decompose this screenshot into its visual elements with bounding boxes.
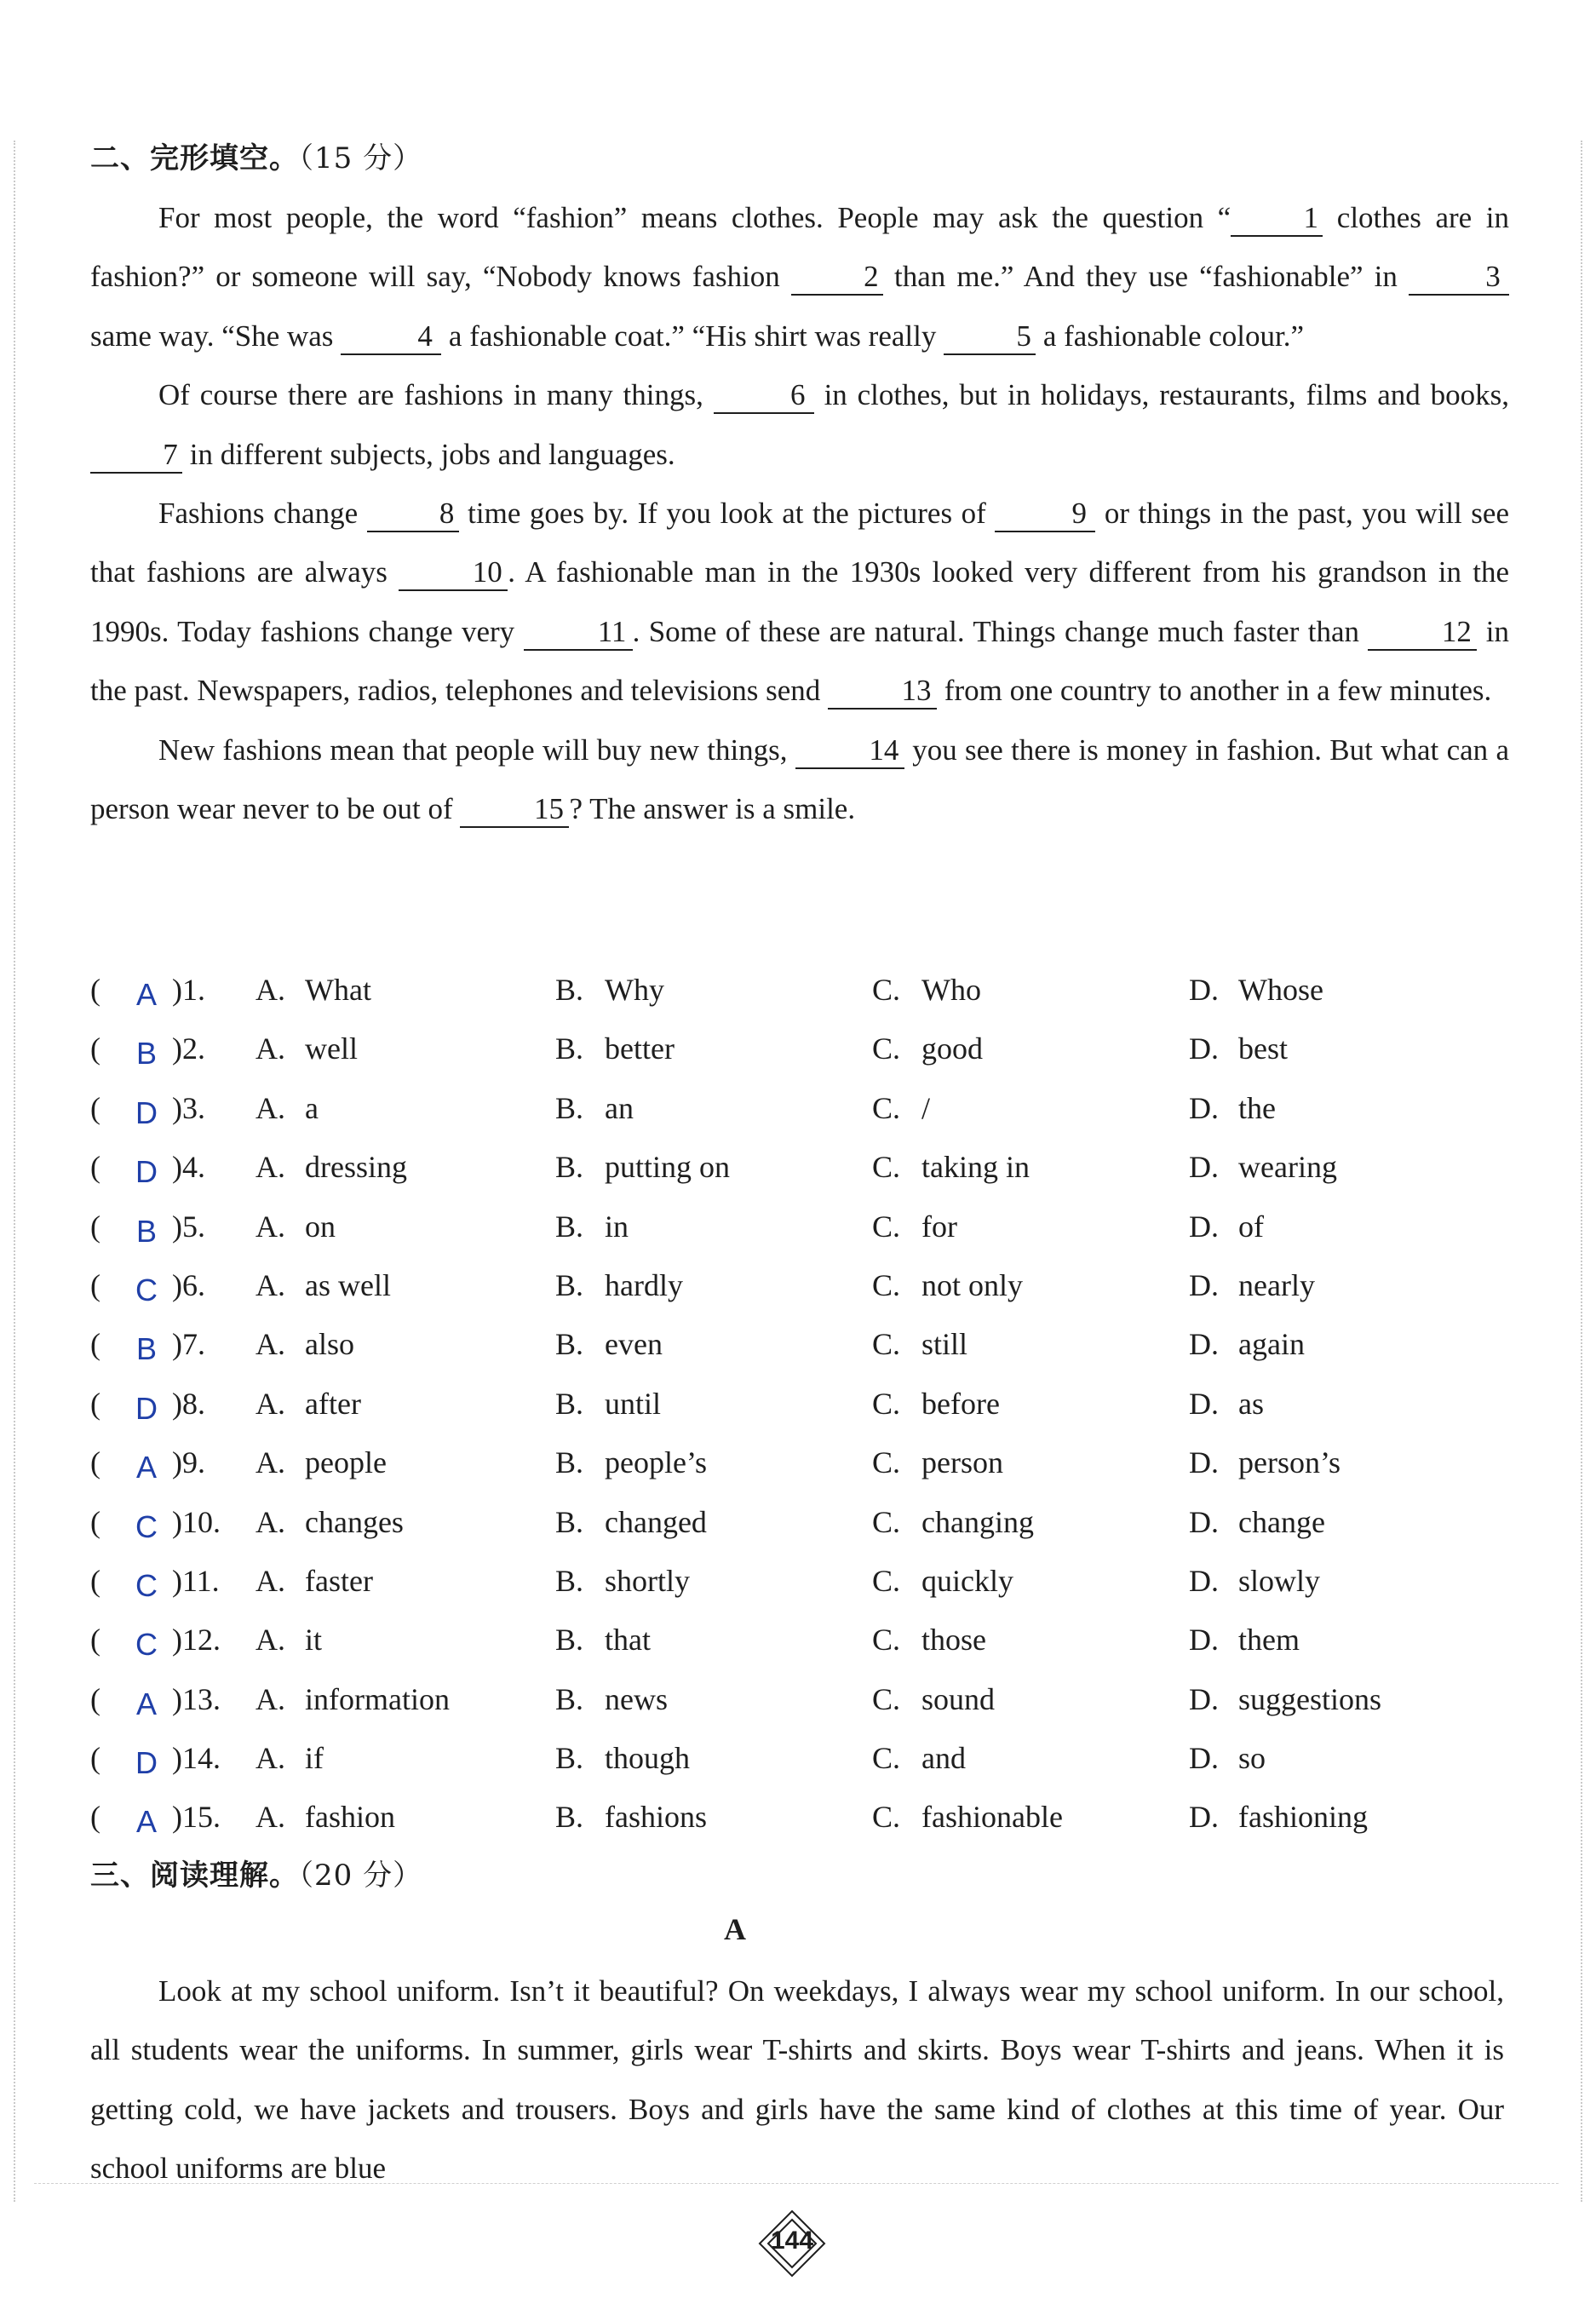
answer-paren: ( [90, 1681, 100, 1716]
option-c [872, 1149, 1030, 1185]
reading-part-label: A [724, 1912, 746, 1946]
answer-choice: A [135, 977, 157, 1012]
question-number: )1. [172, 973, 205, 1007]
cloze-text: clothes are in fashion?” or someone will say, “Nobody knows fashion [90, 201, 1509, 294]
option-c [872, 1622, 986, 1658]
option-letter: D. [1189, 1445, 1219, 1480]
option-letter: D. [1189, 1741, 1219, 1776]
option-letter: B. [555, 1386, 584, 1421]
option-letter: C. [872, 973, 901, 1007]
question-row [90, 963, 1538, 1022]
option-text: hardly [605, 1267, 683, 1302]
cloze-text: . Some of these are natural. Things change much faster than [632, 614, 1369, 648]
option-text: people’s [605, 1445, 707, 1480]
option-letter: B. [555, 1623, 584, 1658]
cloze-text: New fashions mean that people will buy new things, [158, 733, 795, 767]
option-text: those [921, 1623, 986, 1658]
option-letter: C. [872, 1445, 901, 1480]
option-text: on [305, 1209, 336, 1244]
question-row [90, 1318, 1538, 1376]
cloze-blank: 1 [1231, 201, 1323, 237]
option-text: change [1238, 1504, 1325, 1539]
option-c [872, 1090, 930, 1126]
option-a [255, 1740, 324, 1776]
option-letter: C. [872, 1623, 901, 1658]
option-text: though [605, 1741, 691, 1776]
option-letter: C. [872, 1741, 901, 1776]
option-text: after [305, 1386, 361, 1421]
option-letter: B. [555, 1504, 584, 1539]
option-letter: A. [255, 1681, 285, 1716]
option-d [1189, 1563, 1320, 1599]
option-letter: C. [872, 1327, 901, 1362]
option-letter: B. [555, 1267, 584, 1302]
option-text: not only [921, 1267, 1024, 1302]
cloze-text: from one country to another in a few minutes. [937, 674, 1492, 708]
question-number: )13. [172, 1681, 221, 1716]
option-text: dressing [305, 1150, 407, 1185]
option-text: person [921, 1445, 1003, 1480]
option-letter: B. [555, 1563, 584, 1598]
option-letter: A. [255, 1267, 285, 1302]
answer-paren: ( [90, 1623, 100, 1658]
option-letter: D. [1189, 1623, 1219, 1658]
option-c [872, 1326, 967, 1362]
cloze-passage [90, 188, 1509, 838]
answer-paren: ( [90, 1386, 100, 1421]
option-letter: A. [255, 1150, 285, 1185]
cloze-blank: 10 [399, 555, 508, 591]
option-letter: C. [872, 1209, 901, 1244]
option-text: fashion [305, 1800, 395, 1835]
option-letter: B. [555, 1741, 584, 1776]
answer-choice: C [135, 1627, 158, 1663]
option-text: best [1238, 1031, 1288, 1066]
option-text: sound [921, 1681, 996, 1716]
answer-choice: C [135, 1567, 158, 1603]
question-number: )8. [172, 1386, 205, 1421]
option-letter: A. [255, 1445, 285, 1480]
option-b [555, 1622, 651, 1658]
answer-paren: ( [90, 1031, 100, 1066]
option-letter: B. [555, 1681, 584, 1716]
option-letter: C. [872, 1150, 901, 1185]
option-c [872, 1799, 1063, 1835]
option-letter: A. [255, 1209, 285, 1244]
option-text: Who [921, 973, 981, 1007]
option-a [255, 1681, 450, 1717]
cloze-blank: 5 [944, 319, 1036, 355]
option-a [255, 1326, 354, 1362]
question-number: )5. [172, 1209, 205, 1244]
question-number: )2. [172, 1031, 205, 1066]
reading-paragraph: Look at my school uniform. Isn’t it beautiful? On weekdays, I always wear my school uniform. In our school, all students wear the uniforms. In summer, girls wear T-shirts and skirts. Boys wear T-shirts and jeans. When it is getting cold, we have jackets and trousers. Boys and girls have the same kind of clothes at this time of year. Our school uniforms are blue [90, 1974, 1504, 2186]
question-row [90, 1436, 1538, 1495]
option-text: shortly [605, 1563, 691, 1598]
option-c [872, 1681, 995, 1717]
section2-score: （15 分） [299, 141, 423, 175]
cloze-text: in the past. Newspapers, radios, telephones and televisions send [90, 614, 1509, 708]
option-text: suggestions [1238, 1681, 1382, 1716]
option-text: in [605, 1209, 629, 1244]
option-b [555, 972, 664, 1008]
option-text: / [921, 1090, 931, 1125]
option-letter: A. [255, 1090, 285, 1125]
option-text: as well [305, 1267, 391, 1302]
page-number: 144 [770, 2226, 814, 2255]
answer-paren: ( [90, 1209, 100, 1244]
question-row [90, 1377, 1538, 1436]
option-d [1189, 1386, 1264, 1422]
option-text: still [921, 1327, 968, 1362]
question-row [90, 1141, 1538, 1199]
option-letter: C. [872, 1504, 901, 1539]
option-text: again [1238, 1327, 1305, 1362]
option-b [555, 1326, 663, 1362]
option-c [872, 1740, 966, 1776]
option-text: quickly [921, 1563, 1013, 1598]
cloze-blank: 4 [341, 319, 441, 355]
cloze-blank: 12 [1368, 615, 1477, 651]
option-text: Whose [1238, 973, 1323, 1007]
answer-choice: A [135, 1450, 157, 1485]
option-c [872, 1031, 983, 1066]
option-d [1189, 1622, 1300, 1658]
option-text: that [605, 1623, 651, 1658]
question-row [90, 1496, 1538, 1554]
option-text: them [1238, 1623, 1300, 1658]
answer-choice: D [135, 1095, 158, 1130]
option-letter: B. [555, 1327, 584, 1362]
option-letter: A. [255, 1327, 285, 1362]
question-row [90, 1200, 1538, 1259]
option-a [255, 1090, 319, 1126]
cloze-text: in different subjects, jobs and languages. [182, 437, 675, 471]
cloze-text: you see there is money in fashion. But what can a person wear never to be out of [90, 733, 1510, 826]
option-text: nearly [1238, 1267, 1315, 1302]
option-d [1189, 1799, 1368, 1835]
cloze-blank: 3 [1409, 260, 1509, 296]
option-text: well [305, 1031, 358, 1066]
option-d [1189, 1209, 1264, 1244]
option-text: an [605, 1090, 634, 1125]
option-text: also [305, 1327, 354, 1362]
answer-choice: D [135, 1390, 158, 1426]
option-letter: B. [555, 1800, 584, 1835]
option-text: slowly [1238, 1563, 1321, 1598]
option-d [1189, 1149, 1337, 1185]
answer-paren: ( [90, 1800, 100, 1835]
option-text: information [305, 1681, 450, 1716]
option-c [872, 1267, 1023, 1303]
option-letter: A. [255, 1623, 285, 1658]
option-a [255, 1149, 407, 1185]
answer-paren: ( [90, 1090, 100, 1125]
option-b [555, 1149, 730, 1185]
option-b [555, 1386, 661, 1422]
answer-paren: ( [90, 1327, 100, 1362]
answer-paren: ( [90, 1741, 100, 1776]
option-b [555, 1681, 668, 1717]
cloze-blank: 6 [714, 378, 814, 414]
option-b [555, 1799, 707, 1835]
option-letter: B. [555, 1209, 584, 1244]
cloze-paragraph [90, 721, 1509, 839]
option-a [255, 1386, 361, 1422]
section3-score: （20 分） [299, 1859, 423, 1893]
cloze-text: Fashions change [158, 497, 367, 531]
option-c [872, 1563, 1013, 1599]
option-b [555, 1563, 690, 1599]
option-text: before [921, 1386, 1000, 1421]
option-letter: A. [255, 1504, 285, 1539]
cloze-text: time goes by. If you look at the pictures of [458, 497, 996, 531]
option-c [872, 1386, 1000, 1422]
option-text: it [305, 1623, 323, 1658]
option-text: as [1238, 1386, 1264, 1421]
question-row [90, 1082, 1538, 1141]
option-letter: D. [1189, 1563, 1219, 1598]
option-letter: C. [872, 1031, 901, 1066]
option-d [1189, 1090, 1276, 1126]
page-number-badge [758, 2209, 826, 2278]
answer-paren: ( [90, 1504, 100, 1539]
option-text: person’s [1238, 1445, 1341, 1480]
option-letter: C. [872, 1386, 901, 1421]
option-letter: B. [555, 973, 584, 1007]
option-text: so [1238, 1741, 1266, 1776]
option-c [872, 1445, 1003, 1480]
question-row [90, 1790, 1538, 1849]
cloze-blank: 9 [995, 497, 1095, 532]
question-number: )3. [172, 1090, 205, 1125]
answer-choice: B [135, 1213, 157, 1249]
option-b [555, 1504, 707, 1540]
option-text: changes [305, 1504, 404, 1539]
answer-choice: C [135, 1272, 158, 1307]
option-c [872, 1504, 1034, 1540]
option-text: changing [921, 1504, 1034, 1539]
option-letter: C. [872, 1563, 901, 1598]
option-letter: D. [1189, 973, 1219, 1007]
answer-paren: ( [90, 1267, 100, 1302]
option-letter: D. [1189, 1209, 1219, 1244]
answer-choice: C [135, 1508, 158, 1544]
option-a [255, 1267, 391, 1303]
cloze-text: same way. “She was [90, 319, 342, 353]
cloze-text: Of course there are fashions in many things, [158, 378, 714, 412]
cloze-blank: 11 [524, 615, 633, 651]
answer-paren: ( [90, 1563, 100, 1598]
option-letter: B. [555, 1031, 584, 1066]
left-margin-line [14, 141, 15, 2202]
option-text: news [605, 1681, 668, 1716]
cloze-text: a fashionable coat.” “His shirt was really [441, 319, 944, 353]
answer-paren: ( [90, 973, 100, 1007]
option-letter: D. [1189, 1800, 1219, 1835]
option-d [1189, 972, 1323, 1008]
option-letter: A. [255, 1741, 285, 1776]
answer-paren: ( [90, 1445, 100, 1480]
cloze-text: or things in the past, you will see that fashions are always [90, 497, 1509, 589]
option-letter: A. [255, 1031, 285, 1066]
right-margin-line [1581, 141, 1582, 2202]
option-text: until [605, 1386, 662, 1421]
option-a [255, 1209, 336, 1244]
cloze-text: in clothes, but in holidays, restaurants, films and books, [813, 378, 1509, 412]
option-text: wearing [1238, 1150, 1337, 1185]
option-letter: D. [1189, 1031, 1219, 1066]
option-letter: A. [255, 1800, 285, 1835]
bottom-divider [34, 2183, 1559, 2184]
option-a [255, 1799, 395, 1835]
option-letter: D. [1189, 1681, 1219, 1716]
option-d [1189, 1326, 1305, 1362]
option-text: Why [605, 973, 664, 1007]
option-letter: C. [872, 1267, 901, 1302]
cloze-blank: 15 [460, 792, 569, 828]
option-b [555, 1740, 690, 1776]
cloze-blank: 14 [795, 733, 904, 769]
option-d [1189, 1681, 1381, 1717]
option-d [1189, 1445, 1341, 1480]
option-text: a [305, 1090, 319, 1125]
answer-paren: ( [90, 1150, 100, 1185]
option-text: putting on [605, 1150, 731, 1185]
cloze-paragraph [90, 365, 1509, 484]
option-text: better [605, 1031, 675, 1066]
option-text: if [305, 1741, 324, 1776]
section3-title: 三、阅读理解。 [90, 1859, 299, 1893]
option-b [555, 1090, 634, 1126]
option-text: taking in [921, 1150, 1030, 1185]
question-row [90, 1673, 1538, 1732]
option-text: of [1238, 1209, 1264, 1244]
option-d [1189, 1504, 1325, 1540]
option-letter: D. [1189, 1386, 1219, 1421]
option-c [872, 1209, 957, 1244]
cloze-text: a fashionable colour.” [1036, 319, 1304, 353]
cloze-text: ? The answer is a smile. [569, 792, 856, 826]
answer-choice: B [135, 1331, 157, 1367]
option-letter: D. [1189, 1504, 1219, 1539]
option-b [555, 1031, 675, 1066]
option-letter: C. [872, 1090, 901, 1125]
answer-choice: D [135, 1154, 158, 1190]
cloze-blank: 7 [90, 438, 182, 474]
option-text: fashions [605, 1800, 707, 1835]
question-number: )15. [172, 1800, 221, 1835]
question-number: )9. [172, 1445, 205, 1480]
option-a [255, 1504, 404, 1540]
question-row [90, 1259, 1538, 1318]
question-number: )11. [172, 1563, 220, 1598]
question-number: )7. [172, 1327, 205, 1362]
option-letter: D. [1189, 1150, 1219, 1185]
option-a [255, 1563, 373, 1599]
question-list [90, 963, 1538, 1850]
option-letter: B. [555, 1445, 584, 1480]
option-text: good [921, 1031, 983, 1066]
option-text: and [921, 1741, 966, 1776]
option-letter: A. [255, 1386, 285, 1421]
option-letter: C. [872, 1800, 901, 1835]
option-a [255, 1031, 358, 1066]
option-a [255, 1622, 322, 1658]
option-letter: D. [1189, 1267, 1219, 1302]
option-text: even [605, 1327, 663, 1362]
cloze-paragraph [90, 188, 1509, 365]
question-row [90, 1732, 1538, 1790]
cloze-text: . A fashionable man in the 1930s looked very different from his grandson in the 1990s. Today fashions change very [90, 555, 1510, 648]
option-letter: D. [1189, 1327, 1219, 1362]
question-row [90, 1022, 1538, 1081]
answer-choice: A [135, 1804, 157, 1840]
option-letter: A. [255, 973, 285, 1007]
option-text: changed [605, 1504, 707, 1539]
option-text: fashionable [921, 1800, 1063, 1835]
option-text: What [305, 973, 371, 1007]
reading-passage [90, 1962, 1504, 2198]
cloze-blank: 2 [791, 260, 883, 296]
option-a [255, 1445, 387, 1480]
section3-heading [90, 1852, 422, 1893]
question-number: )4. [172, 1150, 205, 1185]
option-letter: B. [555, 1150, 584, 1185]
answer-choice: B [135, 1036, 157, 1072]
cloze-blank: 13 [828, 674, 937, 710]
option-d [1189, 1031, 1288, 1066]
option-text: people [305, 1445, 387, 1480]
option-b [555, 1209, 629, 1244]
cloze-paragraph [90, 484, 1509, 721]
option-text: the [1238, 1090, 1276, 1125]
question-number: )14. [172, 1741, 221, 1776]
answer-choice: A [135, 1686, 157, 1721]
question-number: )6. [172, 1267, 205, 1302]
option-text: for [921, 1209, 957, 1244]
section2-title: 二、完形填空。 [90, 141, 299, 175]
option-b [555, 1267, 683, 1303]
option-d [1189, 1740, 1266, 1776]
option-letter: A. [255, 1563, 285, 1598]
option-text: fashioning [1238, 1800, 1368, 1835]
question-row [90, 1554, 1538, 1613]
question-number: )10. [172, 1504, 221, 1539]
cloze-text: than me.” And they use “fashionable” in [882, 260, 1409, 294]
question-number: )12. [172, 1623, 221, 1658]
answer-choice: D [135, 1745, 158, 1781]
option-b [555, 1445, 707, 1480]
option-text: faster [305, 1563, 373, 1598]
option-c [872, 972, 981, 1008]
option-a [255, 972, 371, 1008]
option-letter: B. [555, 1090, 584, 1125]
cloze-blank: 8 [367, 497, 459, 532]
cloze-text: For most people, the word “fashion” means clothes. People may ask the question “ [158, 201, 1231, 234]
option-letter: D. [1189, 1090, 1219, 1125]
section2-heading [90, 135, 422, 176]
question-row [90, 1613, 1538, 1672]
option-d [1189, 1267, 1315, 1303]
option-letter: C. [872, 1681, 901, 1716]
